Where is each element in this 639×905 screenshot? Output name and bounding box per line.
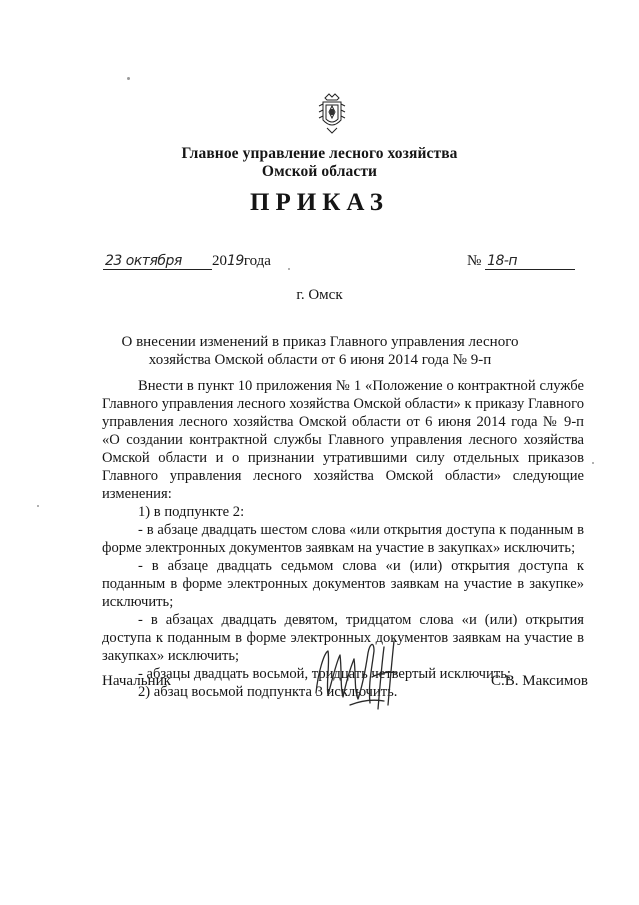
handwritten-signature [310,633,410,715]
scan-speck [127,77,130,80]
scan-speck [288,268,290,270]
body-intro-paragraph: Внести в пункт 10 приложения № 1 «Положение о контрактной службе Главного управления лесного хозяйства Омской области» к приказу Главного управления лесного хозяйства Омской области от 6 июня 2014 года № 9-п «О создании контрактной службы Главного управления лесного хозяйства Омской области и о признании утратившими силу отдельных приказов Главного управления лесного хозяйства Омской области» следующие изменения: [102,378,584,502]
document-type-title: ПРИКАЗ [250,189,389,216]
scan-speck [37,505,39,507]
document-number [467,253,575,270]
org-name-line-2: Омской области [261,163,378,180]
body-bullet-3: - в абзацах двадцать девятом, тридцатом слова «и (или) открытия доступа к поданным в форме электронных документов заявкам на участие в закупках» исключить; [102,612,584,664]
number-handwritten: 18-п [485,254,575,270]
signatory-name: С.В. Максимов [491,673,588,689]
org-name-line-1: Главное управление лесного хозяйства [181,145,458,162]
document-date [103,253,271,270]
year-prefix: 20 [212,253,227,269]
coat-of-arms-icon [317,92,347,136]
body-bullet-4: - абзацы двадцать восьмой, тридцать четвертый исключить; [138,666,511,682]
body-bullet-2: - в абзаце двадцать седьмом слова «и (или) открытия доступа к поданным в форме электронных документов заявкам на участие в закупке» исключить; [102,558,584,610]
body-item-2: 2) абзац восьмой подпункта 3 исключить. [138,684,398,700]
date-handwritten: 23 октября [103,254,212,270]
signatory-position: Начальник [102,673,171,689]
year-handwritten: 19 [227,253,244,269]
document-subject: О внесении изменений в приказ Главного управления лесного хозяйства Омской области от 6 июня 2014 года № 9-п [121,334,519,368]
number-prefix: № [467,253,482,269]
document-city: г. Омск [296,287,343,303]
body-item-1: 1) в подпункте 2: [138,504,245,520]
year-suffix: года [243,253,271,269]
scan-speck [592,462,594,464]
body-bullet-1: - в абзаце двадцать шестом слова «или открытия доступа к поданным в форме электронных документов заявкам на участие в закупках» исключить; [102,522,584,556]
